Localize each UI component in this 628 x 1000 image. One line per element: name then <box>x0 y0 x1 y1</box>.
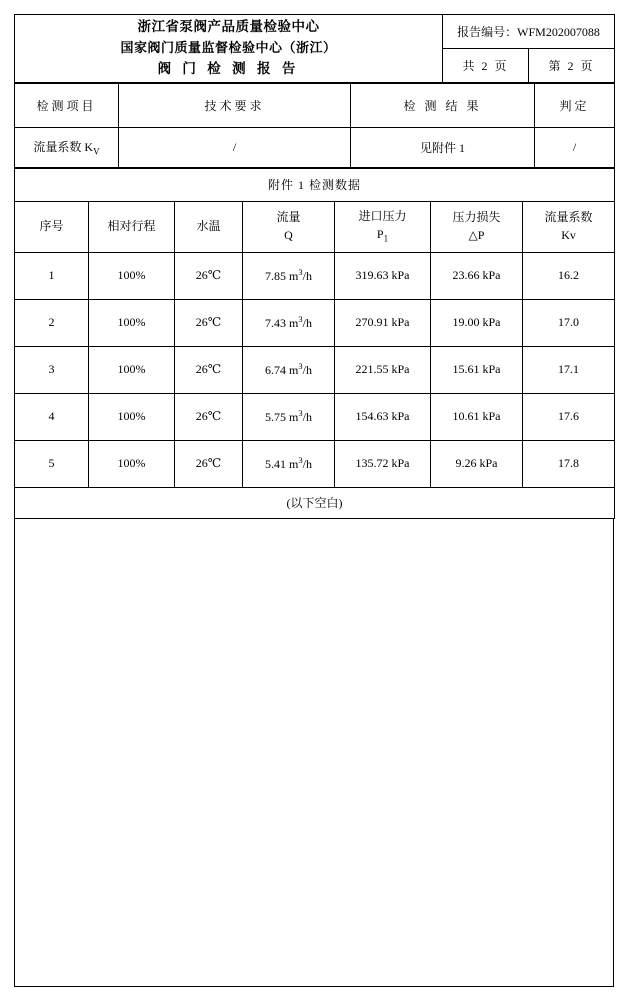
cell-flow-unit: /h <box>302 457 312 472</box>
col-header-temp <box>175 201 243 252</box>
cell-travel: 100% <box>89 393 175 440</box>
cell-flow-value: 5.41 m <box>265 457 299 472</box>
col-header-inlet-label: 进口压力 <box>358 209 407 224</box>
cell-inlet-pressure: 221.55 kPa <box>335 346 431 393</box>
cell-travel: 100% <box>89 440 175 487</box>
test-result-table <box>14 83 615 168</box>
col-header-requirement: 技术要求 <box>119 83 351 127</box>
cell-pressure-loss: 9.26 kPa <box>431 440 523 487</box>
report-header-table <box>14 14 615 83</box>
cell-no: 1 <box>15 252 89 299</box>
cell-flow-unit: /h <box>302 363 312 378</box>
cell-judgement: / <box>535 127 615 167</box>
report-number: 报告编号：WFM202007088 <box>443 15 615 49</box>
col-header-flow <box>243 201 335 252</box>
col-header-pressure-loss <box>431 201 523 252</box>
blank-note: (以下空白) <box>15 487 615 518</box>
cell-temp: 26℃ <box>175 252 243 299</box>
cell-inlet-pressure: 270.91 kPa <box>335 299 431 346</box>
table-row <box>15 299 615 346</box>
cell-temp: 26℃ <box>175 393 243 440</box>
cell-pressure-loss: 23.66 kPa <box>431 252 523 299</box>
col-header-inlet-pressure <box>335 201 431 252</box>
cell-flow-value: 6.74 m <box>265 363 299 378</box>
cell-no: 4 <box>15 393 89 440</box>
attachment-title: 附件 1 检测数据 <box>15 168 615 201</box>
document-title: 阀 门 检 测 报 告 <box>157 61 300 77</box>
cell-flow <box>243 440 335 487</box>
col-header-kv-symbol: Kv <box>561 227 576 242</box>
cell-flow-exponent: 3 <box>298 408 303 419</box>
cell-flow-value: 5.75 m <box>265 410 299 425</box>
cell-pressure-loss: 19.00 kPa <box>431 299 523 346</box>
col-header-travel-label: 相对行程 <box>107 218 156 233</box>
col-header-result: 检 测 结 果 <box>351 83 535 127</box>
cell-kv: 17.6 <box>523 393 615 440</box>
cell-no: 2 <box>15 299 89 346</box>
empty-remainder-area <box>14 519 614 987</box>
col-header-judgement: 判定 <box>535 83 615 127</box>
cell-flow <box>243 252 335 299</box>
item-name-text: 流量系数 K <box>33 139 94 154</box>
col-header-travel <box>89 201 175 252</box>
org-name-line1: 浙江省泵阀产品质量检验中心 <box>137 19 320 34</box>
cell-flow <box>243 299 335 346</box>
col-header-loss-symbol: △P <box>468 227 485 242</box>
cell-flow-value: 7.85 m <box>265 269 299 284</box>
cell-travel: 100% <box>89 299 175 346</box>
cell-flow-unit: /h <box>302 316 312 331</box>
col-header-inlet-symbol-text: P <box>376 226 384 241</box>
cell-flow-exponent: 3 <box>298 361 303 372</box>
cell-kv: 17.1 <box>523 346 615 393</box>
cell-temp: 26℃ <box>175 440 243 487</box>
col-header-kv <box>523 201 615 252</box>
table-row <box>15 252 615 299</box>
cell-temp: 26℃ <box>175 346 243 393</box>
cell-inlet-pressure: 319.63 kPa <box>335 252 431 299</box>
table-row <box>15 127 615 167</box>
cell-no: 5 <box>15 440 89 487</box>
table-row <box>15 440 615 487</box>
cell-kv: 17.0 <box>523 299 615 346</box>
cell-temp: 26℃ <box>175 299 243 346</box>
cell-flow-exponent: 3 <box>298 455 303 466</box>
col-header-flow-label: 流量 <box>276 210 301 225</box>
cell-flow-value: 7.43 m <box>265 316 299 331</box>
cell-pressure-loss: 15.61 kPa <box>431 346 523 393</box>
current-page: 第 2 页 <box>529 48 615 82</box>
cell-inlet-pressure: 135.72 kPa <box>335 440 431 487</box>
cell-inlet-pressure: 154.63 kPa <box>335 393 431 440</box>
cell-kv: 17.8 <box>523 440 615 487</box>
cell-no: 3 <box>15 346 89 393</box>
issuing-organization <box>15 15 443 83</box>
item-name-subscript: V <box>93 146 100 157</box>
cell-kv: 16.2 <box>523 252 615 299</box>
cell-item-name <box>15 127 119 167</box>
col-header-item: 检测项目 <box>15 83 119 127</box>
cell-flow-unit: /h <box>302 269 312 284</box>
col-header-no-label: 序号 <box>39 218 64 233</box>
cell-flow <box>243 393 335 440</box>
table-row <box>15 393 615 440</box>
col-header-temp-label: 水温 <box>196 218 221 233</box>
total-pages: 共 2 页 <box>443 48 529 82</box>
col-header-loss-label: 压力损失 <box>452 210 501 225</box>
attachment-data-table <box>14 168 615 519</box>
cell-flow-unit: /h <box>302 410 312 425</box>
cell-travel: 100% <box>89 252 175 299</box>
cell-result: 见附件 1 <box>351 127 535 167</box>
org-name-line2: 国家阀门质量监督检验中心（浙江） <box>120 39 337 55</box>
col-header-no <box>15 201 89 252</box>
attachment-header-row <box>15 201 615 252</box>
cell-flow-exponent: 3 <box>298 267 303 278</box>
cell-pressure-loss: 10.61 kPa <box>431 393 523 440</box>
col-header-inlet-symbol-sub: 1 <box>383 233 389 244</box>
cell-flow <box>243 346 335 393</box>
col-header-inlet-symbol <box>338 226 427 245</box>
col-header-kv-label: 流量系数 <box>544 210 593 225</box>
cell-travel: 100% <box>89 346 175 393</box>
cell-requirement: / <box>119 127 351 167</box>
cell-flow-exponent: 3 <box>298 314 303 325</box>
table-row <box>15 346 615 393</box>
col-header-flow-symbol: Q <box>284 227 293 242</box>
